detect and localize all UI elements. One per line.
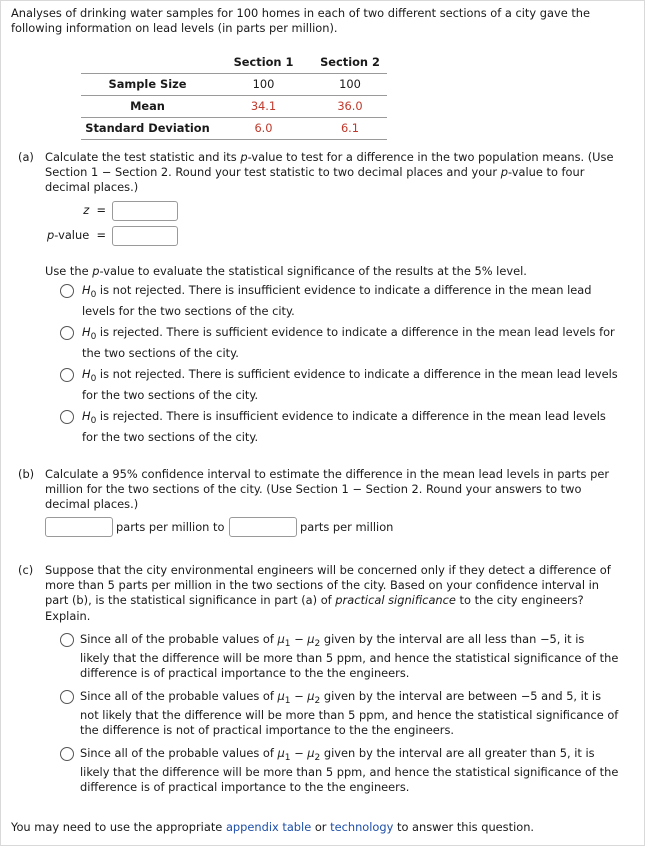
ci-upper-input[interactable] [229,517,297,537]
intro-line-2: following information on lead levels (in parts per million). [11,21,338,36]
part-a-option-4-radio[interactable] [60,410,74,424]
table-row [81,118,387,140]
p-value-input[interactable] [112,226,178,246]
table-header-row [81,52,387,74]
part-c-option-2-radio[interactable] [60,690,74,704]
part-c-option-1-text[interactable]: Since all of the probable values of $\mu_1 - \mu_2$ given by the interval are all less than −5, it is likely that the difference will be more than 5 ppm, and hence the statistical significance of the difference is of practical importance to the the engineers. [80,632,619,681]
cell-sample-size-s2: 100 [313,74,387,96]
part-c-option-2-text[interactable]: Since all of the probable values of $\mu_1 - \mu_2$ given by the interval are between −5 and 5, it is not likely that the difference will be more than 5 ppm, and hence the statistical significance of the difference is not of practical importance to the the engineers. [80,689,619,738]
header-section-1: Section 1 [214,52,313,74]
part-c-instructions: Suppose that the city environmental engineers will be concerned only if they detect a difference of more than 5 parts per million in the two sections of the city. Based on your confidence interval in part (b), is the statistical significance in part (a) of practical significance to the city engineers? Explain. [45,563,611,623]
intro-text [11,6,631,36]
cell-mean-s1: 34.1 [214,96,313,118]
header-section-2: Section 2 [313,52,387,74]
cell-sample-size-s1: 100 [214,74,313,96]
ci-mid-text: parts per million to [116,520,225,534]
ci-lower-input[interactable] [45,517,113,537]
p-value-label: p-value = [47,228,106,242]
lead-level-table [81,52,387,140]
part-c-option-1-radio[interactable] [60,633,74,647]
part-a-option-2-radio[interactable] [60,326,74,340]
row-label-sample-size: Sample Size [81,74,214,96]
part-b-instructions: Calculate a 95% confidence interval to estimate the difference in the mean lead levels in parts per million for the two sections of the city. (Use Section 1 − Section 2. Round your answers to two decimal places.) [45,467,610,512]
technology-link[interactable]: technology [330,820,394,834]
cell-std-dev-s1: 6.0 [214,118,313,140]
appendix-table-link[interactable]: appendix table [225,820,312,834]
part-b-label: (b) [18,467,35,481]
row-label-mean: Mean [81,96,214,118]
part-a-option-1-radio[interactable] [60,284,74,298]
table-row [81,96,387,118]
part-a-instructions: Calculate the test statistic and its p-value to test for a difference in the two population means. (Use Section 1 − Section 2. Round your test statistic to two decimal places and your p-value to four decimal places.) [45,150,614,195]
part-a-option-3-text[interactable]: $H_0$ is not rejected. There is sufficient evidence to indicate a difference in the mean lead levels for the two sections of the city. [82,367,618,403]
part-c-label: (c) [18,563,34,577]
part-c-option-3-text[interactable]: Since all of the probable values of $\mu_1 - \mu_2$ given by the interval are all greater than 5, it is likely that the difference will be more than 5 ppm, and hence the statistical significance of the difference is of practical importance to the the engineers. [80,746,619,795]
cell-std-dev-s2: 6.1 [313,118,387,140]
part-a-evaluate-prompt: Use the p-value to evaluate the statistical significance of the results at the 5% level. [45,264,527,278]
intro-line-1: Analyses of drinking water samples for 100 homes in each of two different sections of a city gave the [11,6,591,20]
table-row [81,74,387,96]
part-a-option-4-text[interactable]: $H_0$ is rejected. There is insufficient evidence to indicate a difference in the mean lead levels for the two sections of the city. [82,409,606,445]
part-c-option-3-radio[interactable] [60,747,74,761]
z-label: z = [83,203,106,217]
cell-mean-s2: 36.0 [313,96,387,118]
footer-note: You may need to use the appropriate appendix table or technology to answer this question. [11,820,535,834]
part-a-option-1-text[interactable]: $H_0$ is not rejected. There is insufficient evidence to indicate a difference in the mean lead levels for the two sections of the city. [82,283,592,319]
z-statistic-input[interactable] [112,201,178,221]
part-a-option-3-radio[interactable] [60,368,74,382]
part-a-option-2-text[interactable]: $H_0$ is rejected. There is sufficient evidence to indicate a difference in the mean lead levels for the two sections of the city. [82,325,615,361]
ci-end-text: parts per million [300,520,394,534]
row-label-std-dev: Standard Deviation [81,118,214,140]
part-a-label: (a) [18,150,34,164]
